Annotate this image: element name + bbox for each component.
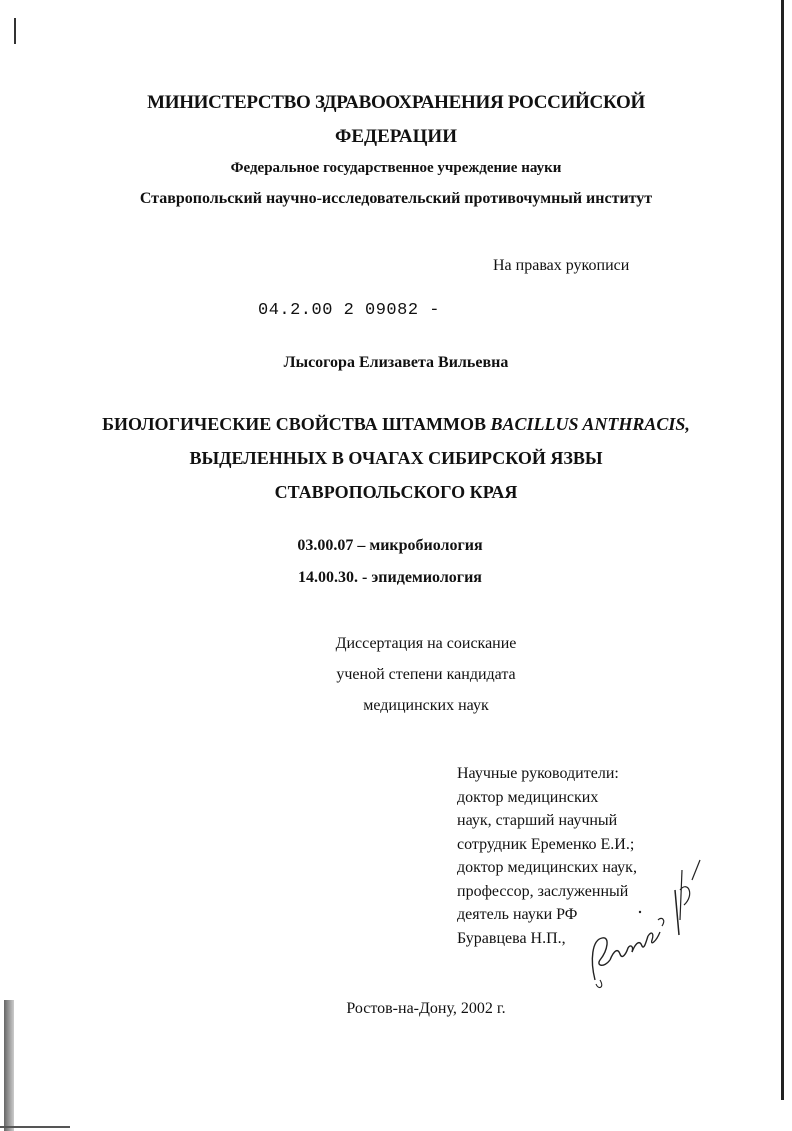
supervisors-line: сотрудник Еременко Е.И.; (457, 835, 635, 853)
specialty-2: 14.00.30. - эпидемиология (298, 569, 482, 586)
supervisors-line: деятель науки РФ (457, 906, 578, 923)
scan-mark (14, 18, 16, 44)
supervisors-line: наук, старший научный (457, 812, 618, 829)
rights-note: На правах рукописи (493, 257, 630, 274)
dissertation-line-2: ученой степени кандидата (336, 666, 516, 683)
scan-edge-left (4, 1000, 14, 1131)
supervisors-line: доктор медицинских наук, (457, 859, 637, 876)
ministry-line-2: ФЕДЕРАЦИИ (335, 126, 457, 147)
title-line-1 (0, 414, 792, 435)
title-line-1-text: БИОЛОГИЧЕСКИЕ СВОЙСТВА ШТАММОВ (102, 414, 491, 434)
supervisors-line: профессор, заслуженный (457, 882, 629, 900)
title-species: BACILLUS ANTHRACIS, (490, 414, 690, 434)
handwritten-signature (580, 850, 710, 990)
dissertation-line-3: медицинских наук (363, 697, 489, 714)
title-line-2: ВЫДЕЛЕННЫХ В ОЧАГАХ СИБИРСКОЙ ЯЗВЫ (189, 448, 603, 468)
institution-type: Федеральное государственное учреждение науки (230, 160, 562, 176)
supervisors-line: доктор медицинских (457, 788, 599, 806)
scan-edge-bottom (0, 1126, 70, 1128)
author-name: Лысогора Елизавета Вильевна (283, 354, 509, 371)
serial-number: 04.2.00 2 09082 - (258, 301, 440, 320)
supervisors-line: Буравцева Н.П., (457, 929, 566, 947)
institution-name: Ставропольский научно-исследовательский противочумный институт (139, 190, 653, 207)
supervisors-line: Научные руководители: (457, 765, 619, 782)
specialty-1: 03.00.07 – микробиология (297, 537, 483, 554)
dissertation-line-1: Диссертация на соискание (335, 635, 517, 652)
place-year: Ростов-на-Дону, 2002 г. (346, 1000, 506, 1017)
title-line-3: СТАВРОПОЛЬСКОГО КРАЯ (274, 482, 518, 502)
ministry-line-1: МИНИСТЕРСТВО ЗДРАВООХРАНЕНИЯ РОССИЙСКОЙ (147, 92, 645, 113)
